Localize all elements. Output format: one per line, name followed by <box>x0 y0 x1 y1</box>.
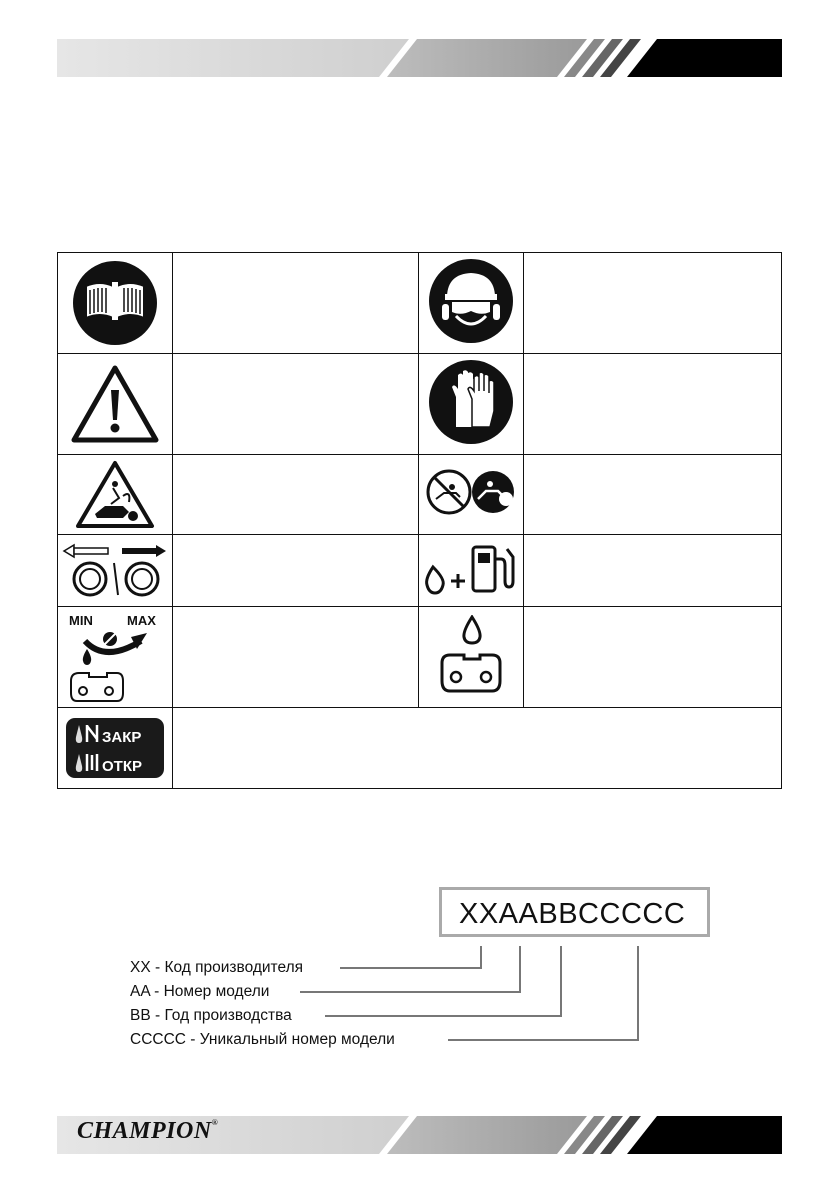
serial-legend-item: AA - Номер модели <box>130 983 270 1000</box>
serial-legend-item: XX - Код производителя <box>130 959 304 976</box>
closed-label: ЗАКР <box>101 729 142 746</box>
logo-text: CHAMPION <box>77 1118 212 1144</box>
min-label: MIN <box>68 613 93 628</box>
serial-code: XXAABBCCCCC <box>459 898 686 930</box>
serial-legend-item: CCCCC - Уникальный номер модели <box>130 1031 395 1048</box>
champion-logo <box>77 1118 218 1145</box>
logo-registered-mark: ® <box>211 1118 219 1127</box>
serial-legend-item: BB - Год производства <box>130 1007 292 1024</box>
open-label: ОТКР <box>101 758 142 775</box>
footer-stripe-band <box>57 1116 782 1154</box>
max-label: MAX <box>126 613 156 628</box>
